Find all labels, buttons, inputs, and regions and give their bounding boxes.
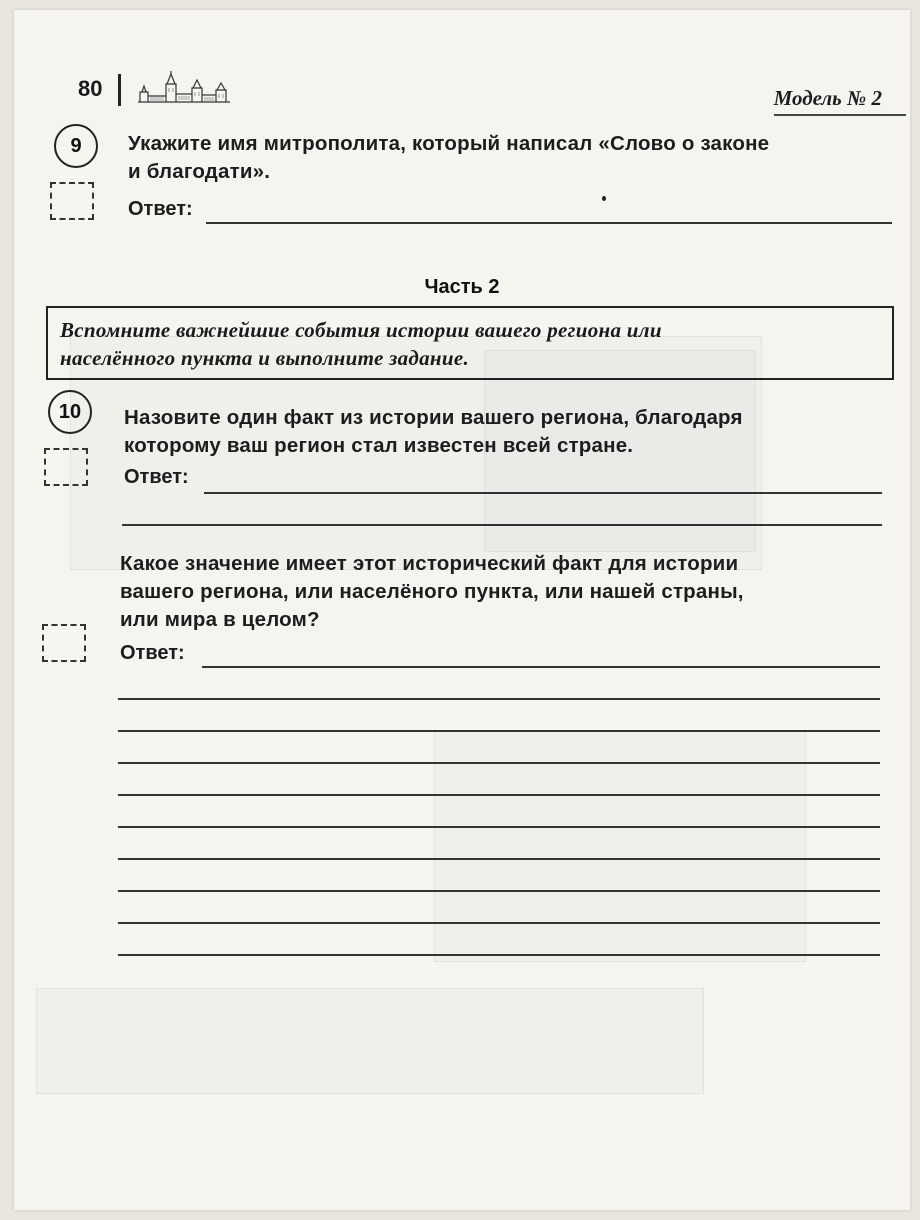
question-10-score-box[interactable] <box>44 448 88 486</box>
sub-answer-line-7[interactable] <box>118 858 880 860</box>
question-9-score-box[interactable] <box>50 182 94 220</box>
question-10-sub-score-box[interactable] <box>42 624 86 662</box>
model-title-underline <box>774 114 906 116</box>
question-9-answer-label: Ответ: <box>128 198 193 220</box>
question-10-sub-line2: вашего региона, или населёного пункта, или нашей страны, <box>120 580 744 603</box>
workbook-page <box>14 10 910 1210</box>
header-divider <box>118 74 121 106</box>
bleed-through-grid <box>36 988 704 1094</box>
sub-answer-line-1[interactable] <box>202 666 880 668</box>
sub-answer-line-6[interactable] <box>118 826 880 828</box>
question-10-sub-line1: Какое значение имеет этот исторический факт для истории <box>120 552 739 575</box>
part-2-instruction <box>60 316 882 372</box>
sub-answer-line-9[interactable] <box>118 922 880 924</box>
sub-answer-line-8[interactable] <box>118 890 880 892</box>
question-10-text-line2: которому ваш регион стал известен всей стране. <box>124 434 634 457</box>
bleed-through-image-lower <box>434 730 806 962</box>
sub-answer-line-4[interactable] <box>118 762 880 764</box>
question-9-text-line2: и благодати». <box>128 160 271 183</box>
kremlin-emblem-icon <box>136 70 232 106</box>
sub-answer-line-5[interactable] <box>118 794 880 796</box>
sub-answer-line-3[interactable] <box>118 730 880 732</box>
part-2-instruction-line2: населённого пункта и выполните задание. <box>60 346 470 370</box>
print-speck <box>602 196 606 201</box>
question-10-answer-line-2[interactable] <box>122 524 882 526</box>
sub-answer-line-2[interactable] <box>118 698 880 700</box>
part-2-instruction-box <box>46 306 894 380</box>
question-9-answer-line[interactable] <box>206 222 892 224</box>
question-10-text-line1: Назовите один факт из истории вашего региона, благодаря <box>124 406 743 429</box>
question-9-text-line1: Укажите имя митрополита, который написал «Слово о законе <box>128 132 770 155</box>
part-2-title: Часть 2 <box>424 276 500 298</box>
question-10-answer-line-1[interactable] <box>204 492 882 494</box>
sub-answer-line-10[interactable] <box>118 954 880 956</box>
model-title: Модель № 2 <box>773 86 882 110</box>
page-number: 80 <box>78 76 103 101</box>
question-9-number: 9 <box>54 124 98 168</box>
question-10-sub-line3: или мира в целом? <box>120 608 320 631</box>
question-10-answer-label: Ответ: <box>124 466 189 488</box>
question-10-number: 10 <box>48 390 92 434</box>
question-10-sub-answer-label: Ответ: <box>120 642 185 664</box>
part-2-instruction-line1: Вспомните важнейшие события истории вашего региона или <box>60 318 662 342</box>
